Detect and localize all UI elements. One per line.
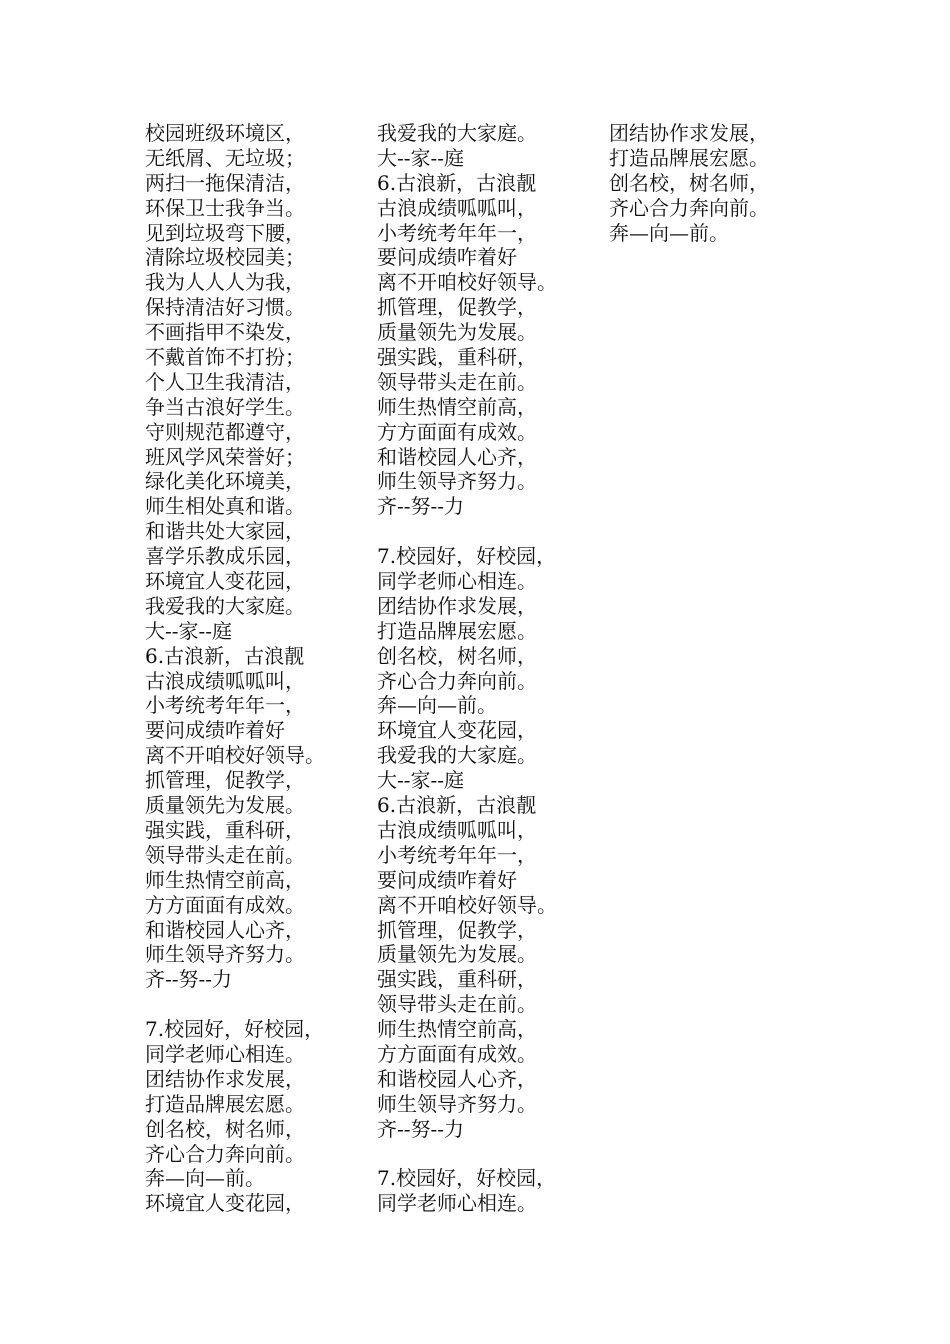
text-line: 大--家--庭 <box>377 768 465 793</box>
text-line: 6.古浪新，古浪靓 <box>377 793 537 818</box>
text-line: 不画指甲不染发， <box>145 320 305 345</box>
text-line: 要问成绩咋着好 <box>377 245 517 270</box>
text-line: 齐心合力奔向前。 <box>609 195 769 220</box>
text-line: 奔—向—前。 <box>377 693 497 718</box>
text-line: 领导带头走在前。 <box>145 842 305 867</box>
text-line: 奔—向—前。 <box>145 1166 265 1191</box>
text-line: 要问成绩咋着好 <box>145 718 285 743</box>
text-line: 团结协作求发展， <box>377 593 537 618</box>
text-line: 质量领先为发展。 <box>377 320 537 345</box>
text-line: 师生领导齐努力。 <box>377 1091 537 1116</box>
text-line: 个人卫生我清洁， <box>145 369 305 394</box>
text-line: 两扫一拖保清洁， <box>145 170 305 195</box>
text-line: 离不开咱校好领导。 <box>377 270 557 295</box>
text-line: 创名校，树名师， <box>609 170 769 195</box>
text-line: 和谐校园人心齐， <box>145 917 305 942</box>
text-line: 和谐校园人心齐， <box>377 1066 537 1091</box>
text-line: 争当古浪好学生。 <box>145 394 305 419</box>
text-line <box>145 992 325 1017</box>
text-line: 强实践，重科研， <box>145 817 305 842</box>
text-line: 打造品牌展宏愿。 <box>145 1091 305 1116</box>
text-line: 抓管理，促教学， <box>145 768 305 793</box>
text-line: 要问成绩咋着好 <box>377 867 517 892</box>
text-line: 7.校园好，好校园， <box>377 1166 557 1191</box>
text-line <box>377 519 557 544</box>
text-line: 齐--努--力 <box>145 967 233 992</box>
text-line: 创名校，树名师， <box>145 1116 305 1141</box>
text-line: 无纸屑、无垃圾； <box>145 145 305 170</box>
text-line: 大--家--庭 <box>377 145 465 170</box>
text-line: 清除垃圾校园美； <box>145 245 305 270</box>
text-line: 齐心合力奔向前。 <box>145 1141 305 1166</box>
text-line: 我爱我的大家庭。 <box>145 593 305 618</box>
text-line: 校园班级环境区， <box>145 121 305 145</box>
text-column-2 <box>377 121 557 1216</box>
text-line: 环境宜人变花园， <box>145 1191 305 1216</box>
text-line: 抓管理，促教学， <box>377 295 537 320</box>
text-column-1 <box>145 121 325 1216</box>
text-line: 齐心合力奔向前。 <box>377 668 537 693</box>
text-line: 守则规范都遵守， <box>145 419 305 444</box>
text-line: 方方面面有成效。 <box>377 1041 537 1066</box>
text-line: 师生领导齐努力。 <box>377 469 537 494</box>
text-line: 质量领先为发展。 <box>145 793 305 818</box>
text-line: 和谐共处大家园， <box>145 519 305 544</box>
text-line: 团结协作求发展， <box>145 1066 305 1091</box>
text-line: 6.古浪新，古浪靓 <box>377 170 537 195</box>
text-line <box>377 1142 557 1167</box>
text-line: 师生相处真和谐。 <box>145 494 305 519</box>
text-line: 师生热情空前高， <box>145 867 305 892</box>
text-line: 师生热情空前高， <box>377 394 537 419</box>
text-line: 强实践，重科研， <box>377 967 537 992</box>
text-line: 班风学风荣誉好； <box>145 444 305 469</box>
text-line: 7.校园好，好校园， <box>377 544 557 569</box>
text-line: 离不开咱校好领导。 <box>145 743 325 768</box>
text-line: 我爱我的大家庭。 <box>377 743 537 768</box>
text-line: 环保卫士我争当。 <box>145 195 305 220</box>
text-line: 环境宜人变花园， <box>377 718 537 743</box>
text-line: 古浪成绩呱呱叫， <box>145 668 305 693</box>
text-line: 小考统考年年一， <box>145 693 305 718</box>
text-line: 齐--努--力 <box>377 494 465 519</box>
text-line: 方方面面有成效。 <box>145 892 305 917</box>
text-line: 古浪成绩呱呱叫， <box>377 195 537 220</box>
text-line: 保持清洁好习惯。 <box>145 295 305 320</box>
text-line: 抓管理，促教学， <box>377 917 537 942</box>
text-line: 小考统考年年一， <box>377 842 537 867</box>
text-line: 师生热情空前高， <box>377 1017 537 1042</box>
text-line: 我爱我的大家庭。 <box>377 121 537 145</box>
text-line: 创名校，树名师， <box>377 643 537 668</box>
text-line: 师生领导齐努力。 <box>145 942 305 967</box>
text-line: 古浪成绩呱呱叫， <box>377 817 537 842</box>
text-line: 领导带头走在前。 <box>377 992 537 1017</box>
text-line: 大--家--庭 <box>145 618 233 643</box>
text-line: 见到垃圾弯下腰， <box>145 220 305 245</box>
text-line: 方方面面有成效。 <box>377 419 537 444</box>
text-line: 和谐校园人心齐， <box>377 444 537 469</box>
text-line: 齐--努--力 <box>377 1116 465 1141</box>
text-line: 环境宜人变花园， <box>145 569 305 594</box>
text-line: 小考统考年年一， <box>377 220 537 245</box>
text-line: 同学老师心相连。 <box>377 1191 537 1216</box>
text-line: 质量领先为发展。 <box>377 942 537 967</box>
text-line: 不戴首饰不打扮； <box>145 345 305 370</box>
text-line: 离不开咱校好领导。 <box>377 892 557 917</box>
text-line: 喜学乐教成乐园， <box>145 544 305 569</box>
text-line: 领导带头走在前。 <box>377 369 537 394</box>
text-line: 绿化美化环境美， <box>145 469 305 494</box>
text-line: 打造品牌展宏愿。 <box>609 145 769 170</box>
text-line: 同学老师心相连。 <box>145 1041 305 1066</box>
text-column-3 <box>609 121 769 245</box>
text-line: 6.古浪新，古浪靓 <box>145 643 305 668</box>
text-line: 我为人人人为我， <box>145 270 305 295</box>
text-line: 奔—向—前。 <box>609 220 729 245</box>
text-line: 强实践，重科研， <box>377 345 537 370</box>
text-line: 团结协作求发展， <box>609 121 769 145</box>
text-line: 同学老师心相连。 <box>377 569 537 594</box>
text-line: 7.校园好，好校园， <box>145 1017 325 1042</box>
text-line: 打造品牌展宏愿。 <box>377 618 537 643</box>
